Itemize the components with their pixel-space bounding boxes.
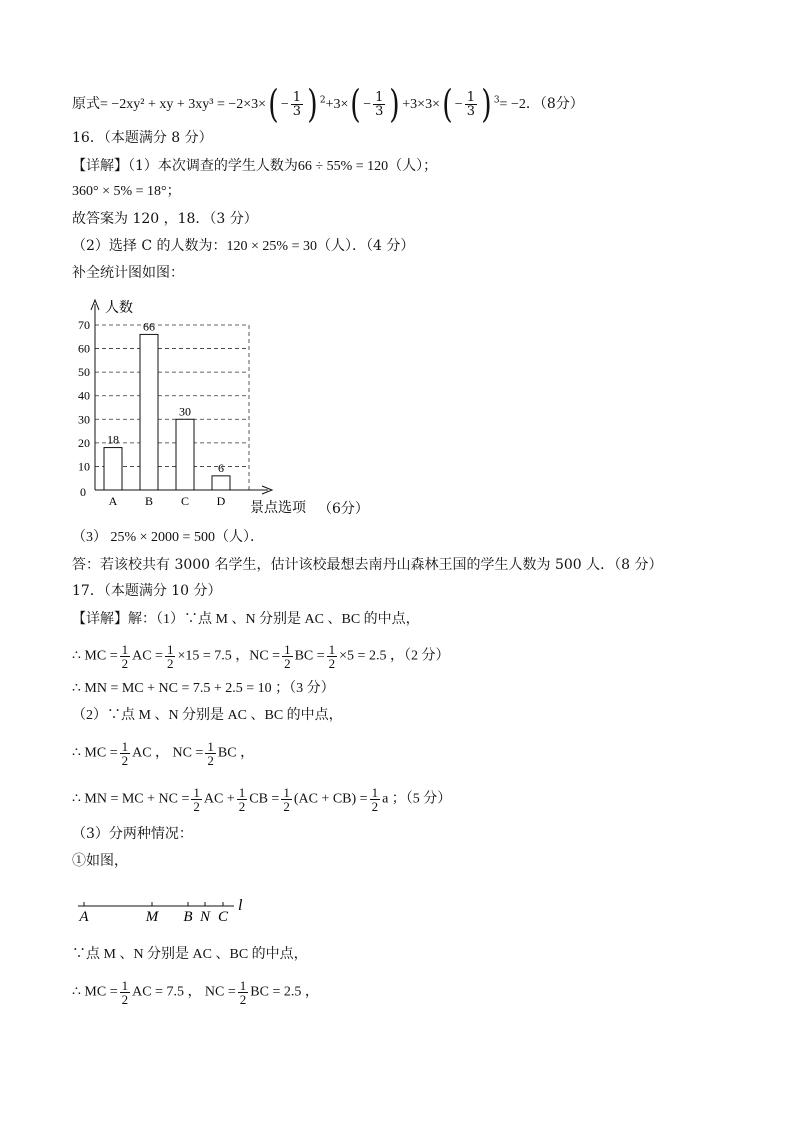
q17-line-5: ∴ MC = $\frac{1}{2}$ AC ， NC = $\frac{1}{2}$ BC ， [72,739,255,768]
q17-heading: 17．（本题满分 10 分） [72,583,222,599]
data-label: 66 [143,319,155,334]
bar [104,448,122,490]
q16-line-4: （2）选择 C 的人数为：120 × 25% = 30（人）．（4 分） [72,238,415,254]
expr-main: = −2xy² + xy + 3xy³ = −2×3× [100,97,267,112]
q16-line-1: 【详解】（1）本次调查的学生人数为66 ÷ 55% = 120（人）； [72,158,438,174]
bar-chart [62,290,362,530]
q16-line-6: （3） 25% × 2000 = 500（人）． [72,529,264,545]
line-name: l [238,897,243,914]
q17-line-6: ∴ MN = MC + NC = $\frac{1}{2}$ AC + $\frac{1}{2}$ CB = $\frac{1}{2}$ (AC + CB) = $\frac{1}{2}$ a ；（5 分） [72,785,452,814]
point-label: N [199,909,211,925]
q17-line-4: （2）∵点 M 、N 分别是 AC 、BC 的中点， [72,708,343,723]
y-tick-label: 0 [80,485,86,499]
fraction: $\frac{1}{3}$ [292,89,302,119]
score: （8分） [539,96,584,112]
y-tick-label: 20 [78,435,90,450]
point-label: C [217,909,229,925]
x-tick-label: D [216,494,226,508]
q17-line-2: ∴ MC = $\frac{1}{2}$ AC = $\frac{1}{2}$ ×15 = 7.5 ，NC = $\frac{1}{2}$ BC = $\frac{1}{2}$ ×5 = 2.5 ，（2 分） [72,642,450,671]
bar [176,419,194,490]
data-label: 30 [179,404,191,419]
y-tick-label: 60 [78,341,90,356]
data-label: 18 [107,432,119,447]
q16-line-5: 补全统计图如图： [72,265,184,281]
point-label: A [79,909,89,925]
q17-line-7: （3）分两种情况： [72,826,193,842]
y-tick-label: 70 [78,318,90,332]
q16-line-3: 故答案为 120 ，18．（3 分） [72,211,258,227]
point-label: M [145,909,159,925]
q17-line-8: ①如图， [72,853,128,869]
point-label: B [183,909,193,925]
bar [212,476,230,490]
q16-heading: 16．（本题满分 8 分） [72,130,213,146]
fraction: $\frac{1}{3}$ [375,89,384,119]
expr-line-1: 原式= −2xy² + xy + 3xy³ = −2×3×( − $\frac{1}{3}$ ) $^2$+3×( − $\frac{1}{3}$ ) +3×3×( − $\frac{1}{3}$ ) $^3$= −2．（8分） [72,82,584,126]
x-tick-label: B [144,494,154,508]
x-tick-label: A [108,494,118,508]
chart-score: （6分） [318,501,369,517]
q17-line-9: ∵点 M 、N 分别是 AC 、BC 的中点， [72,947,308,962]
y-tick-label: 50 [78,365,90,380]
fraction: $\frac{1}{3}$ [466,89,475,119]
x-tick-label: C [180,494,190,508]
segment-figure [72,890,272,930]
y-tick-label: 40 [78,388,90,403]
q16-line-2: 360° × 5% = 18°； [72,184,181,199]
expr-part-2: +3× [325,97,349,112]
y-tick-label: 10 [78,459,90,474]
y-tick-label: 30 [78,412,90,427]
x-axis-label: 景点选项 [250,501,306,516]
y-axis-label: 人数 [105,301,133,316]
q17-line-10: ∴ MC = $\frac{1}{2}$ AC = 7.5 ， NC = $\frac{1}{2}$ BC = 2.5 ， [72,978,319,1007]
data-label: 6 [218,460,224,475]
expr-part-3: +3×3× [402,97,440,112]
q17-line-1: 【详解】解：（1）∵点 M 、N 分别是 AC 、BC 的中点， [72,611,420,627]
expr-lead: 原式 [72,96,100,112]
q16-answer: 答：若该校共有 3000 名学生，估计该校最想去南丹山森林王国的学生人数为 500 人．（8 分） [72,557,663,573]
q17-line-3: ∴ MN = MC + NC = 7.5 + 2.5 = 10 ；（3 分） [72,681,335,696]
bar [140,334,158,490]
expr-result: = −2． [499,97,540,112]
